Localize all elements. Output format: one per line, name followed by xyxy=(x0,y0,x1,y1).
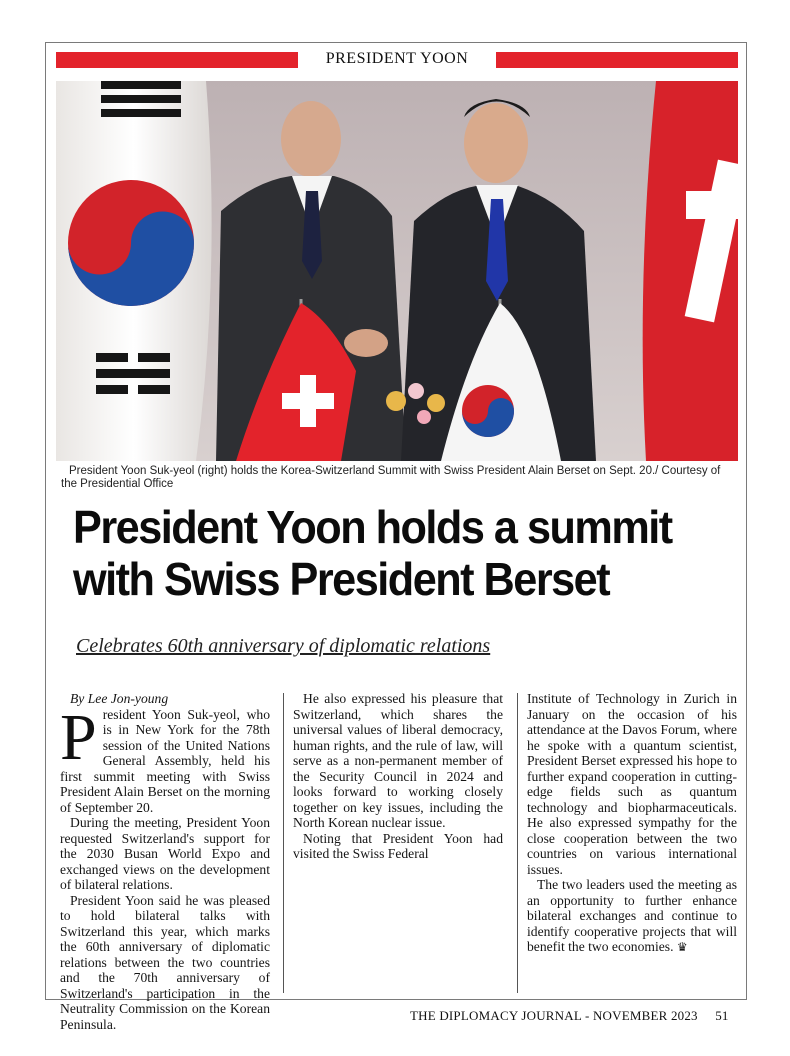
column-divider xyxy=(517,693,518,993)
paragraph: He also expressed his pleasure that Switzerland, which shares the universal values of liberal democracy, human rights, and the rule of law, will serve as a non-permanent member of the Security Council in 2024 and looks forward to working closely together on key issues, including the North Korean nuclear issue. xyxy=(293,691,503,830)
paragraph: President Yoon Suk-yeol, who is in New York for the 78th session of the United Nations General Assembly, held his first summit meeting with Swiss President Alain Berset on the morning of September 20. xyxy=(60,700,270,815)
article-column-2 xyxy=(293,691,503,862)
publication-name: THE DIPLOMACY JOURNAL - NOVEMBER 2023 xyxy=(410,1008,698,1023)
drop-cap: P xyxy=(60,700,97,774)
photo-caption: President Yoon Suk-yeol (right) holds the Korea-Switzerland Summit with Swiss President Alain Berset on Sept. 20./ Courtesy of the Presidential Office xyxy=(61,465,721,490)
paragraph: President Yoon said he was pleased to hold bilateral talks with Switzerland this year, which marks the 60th anniversary of diplomatic relations between the two countries and the 70th anniversary of Switzerland's participation in the Neutrality Commission on the Korean Peninsula. xyxy=(60,892,270,1032)
section-bar-left xyxy=(56,52,298,68)
headline-line-2: with Swiss President Berset xyxy=(73,553,610,605)
summit-photo xyxy=(56,81,738,461)
article-subhead: Celebrates 60th anniversary of diplomatic relations xyxy=(76,635,491,657)
page-number: 51 xyxy=(715,1008,729,1023)
section-bar-right xyxy=(496,52,738,68)
article-headline xyxy=(73,501,693,605)
section-label: PRESIDENT YOON xyxy=(325,50,469,67)
crown-end-mark-icon: ♛ xyxy=(676,940,688,954)
column-divider xyxy=(283,693,284,993)
paragraph: During the meeting, President Yoon requested Switzerland's support for the 2030 Busan World Expo and exchanged views on the development of bilateral relations. xyxy=(60,815,270,892)
paragraph: Noting that President Yoon had visited the Swiss Federal xyxy=(293,830,503,861)
article-column-3 xyxy=(527,691,737,956)
byline: By Lee Jon-young xyxy=(70,691,169,706)
article-column-1 xyxy=(60,691,270,1032)
headline-line-1: President Yoon holds a summit xyxy=(73,501,672,553)
paragraph: Institute of Technology in Zurich in January on the occasion of his attendance at the Davos Forum, where he spoke with a quantum scientist, President Berset expressed his hope to further expand cooperation in cutting-edge fields such as quantum technology and biopharmaceuticals. He also expressed sympathy for the close cooperation between the two countries on various international issues. xyxy=(527,691,737,877)
section-header xyxy=(56,51,738,69)
page-footer xyxy=(410,1008,729,1024)
paragraph: The two leaders used the meeting as an opportunity to further enhance bilateral exchanges and continue to identify cooperative projects that will benefit the two economies. ♛ xyxy=(527,877,737,954)
